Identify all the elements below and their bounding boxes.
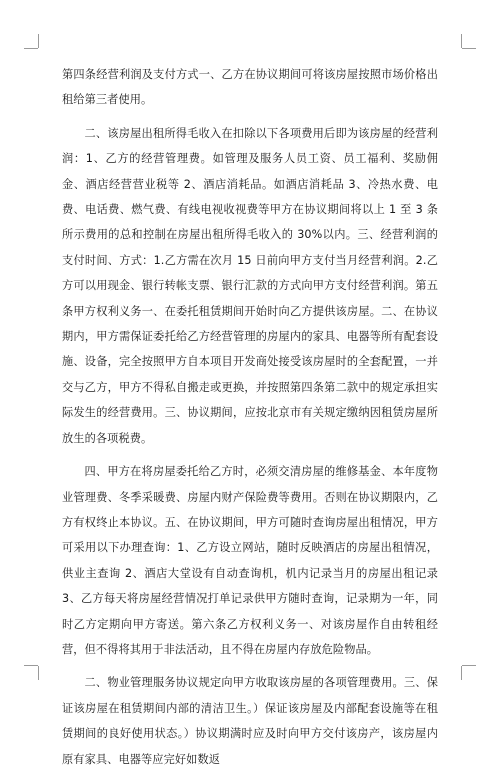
paragraph-article-four-intro: 第四条经营利润及支付方式一、乙方在协议期间可将该房屋按照市场价格出租给第三者使用。	[62, 68, 438, 107]
crop-mark-top-left-h	[24, 48, 38, 49]
crop-mark-bottom-right-h	[462, 665, 476, 666]
paragraph-operating-profit: 二、该房屋出租所得毛收入在扣除以下各项费用后即为该房屋的经营利润：1、乙方的经营管理费。如管理及服务人员工资、员工福利、奖励佣金、酒店经营营业税等 2、酒店消耗品。如酒店消耗品 3、冷热水费、电费、电话费、燃气费、有线电视收视费等甲方在协议期间将以上 1 至 3 条所示费用的总和控制在房屋出租所得毛收入的 30%以内。三、经营利润的支付时间、方式：1.乙方需在次月 15 日前向甲方支付当月经营利润。2.乙方可以用现金、银行转帐支票、银行汇款的方式向甲方支付经营利润。第五条甲方权利义务一、在委托租赁期间开始时向乙方提供该房屋。二、在协议期内，甲方需保证委托给乙方经营管理的房屋内的家具、电器等所有配套设施、设备，完全按照甲方自本项目开发商处接受该房屋时的全套配置，一并交与乙方，甲方不得私自搬走或更换，并按照第四条第二款中的规定承担实际发生的经营费用。三、协议期间，应按北京市有关规定缴纳因租赁房屋所放生的各项税费。	[62, 126, 438, 445]
crop-mark-bottom-left-v	[38, 666, 39, 680]
crop-mark-top-right-v	[461, 34, 462, 48]
crop-mark-top-right-h	[462, 48, 476, 49]
crop-mark-bottom-left-h	[24, 665, 38, 666]
document-body	[62, 62, 438, 780]
crop-mark-bottom-right-v	[461, 666, 462, 680]
crop-mark-top-left-v	[38, 34, 39, 48]
paragraph-party-a-obligations: 四、甲方在将房屋委托给乙方时，必须交清房屋的维修基金、本年度物业管理费、冬季采暖费、房屋内财产保险费等费用。否则在协议期限内，乙方有权终止本协议。五、在协议期间，甲方可随时查询房屋出租情况，甲方可采用以下办理查询：1、乙方设立网站，随时反映酒店的房屋出租情况，供业主查询 2、酒店大堂设有自动查询机，机内记录当月的房屋出租记录 3、乙方每天将房屋经营情况打单记录供甲方随时查询，记录期为一年，同时乙方定期向甲方寄送。第六条乙方权利义务一、对该房屋作自由转租经营，但不得将其用于非法活动，且不得在房屋内存放危险物品。	[62, 465, 438, 656]
paragraph-property-management: 二、物业管理服务协议规定向甲方收取该房屋的各项管理费用。三、保证该房屋在租赁期间内部的清洁卫生。）保证该房屋及内部配套设施等在租赁期间的良好使用状态。）协议期满时应及时向甲方交付该房产，该房屋内原有家具、电器等应完好如数返	[62, 676, 438, 766]
